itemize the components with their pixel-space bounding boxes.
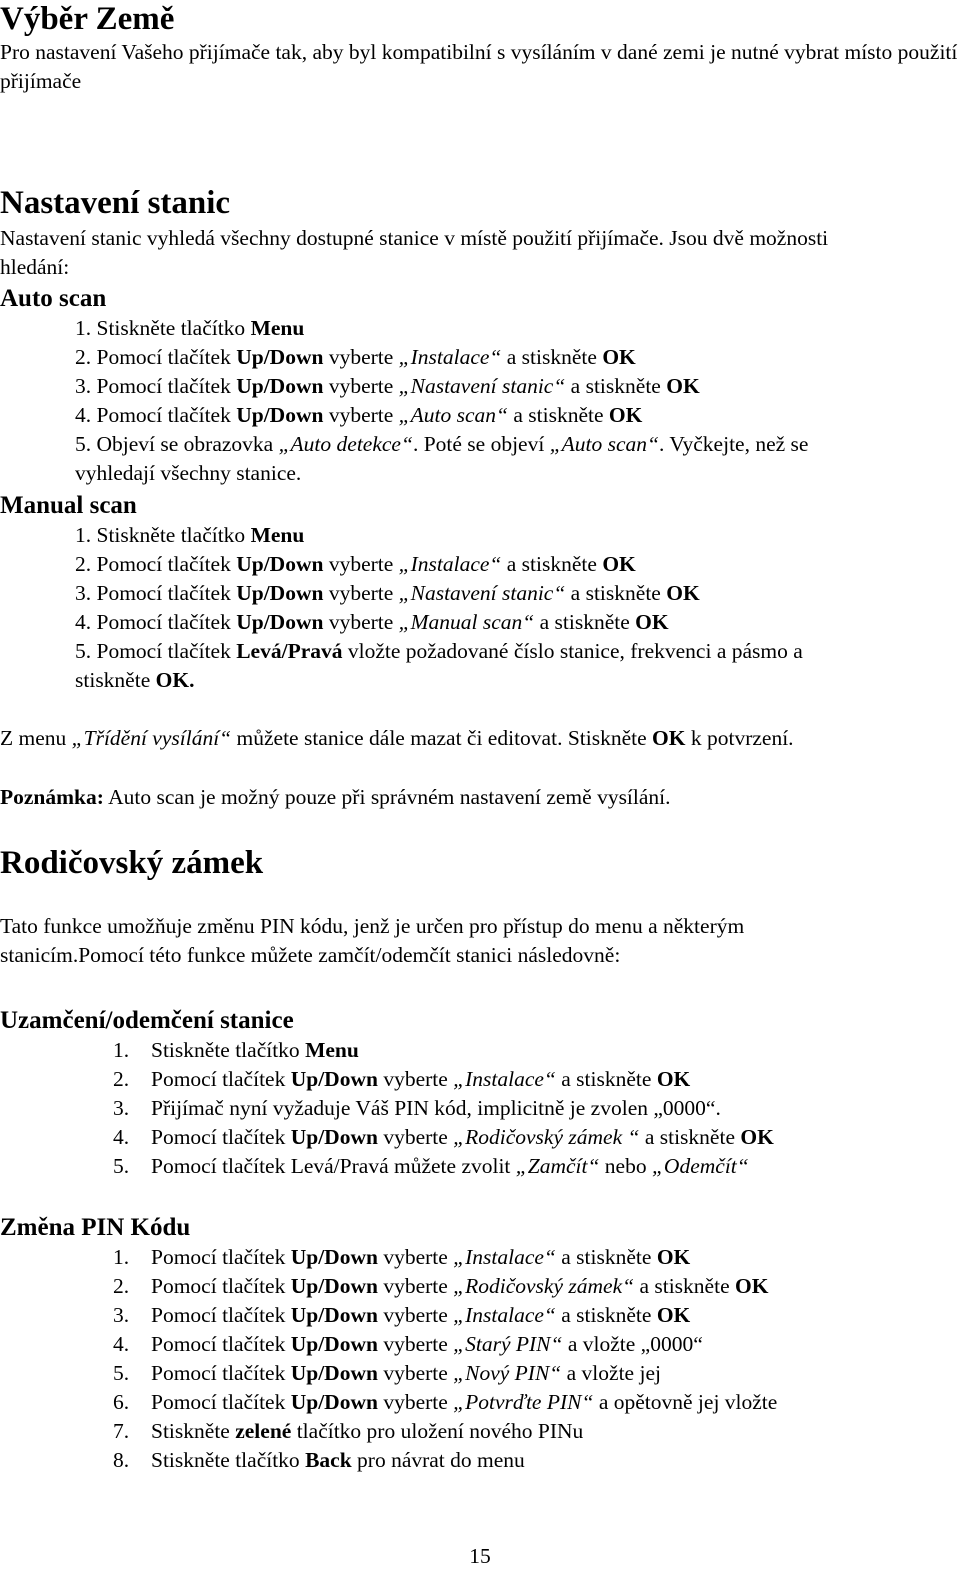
list-item: 4. Pomocí tlačítek Up/Down vyberte „Rodičovský zámek “ a stiskněte OK (113, 1125, 774, 1149)
parental-paragraph-line2: stanicím.Pomocí této funkce můžete zamčít/odemčít stanici následovně: (0, 943, 621, 967)
menu-note: Z menu „Třídění vysílání“ můžete stanice dále mazat či editovat. Stiskněte OK k potvrzení. (0, 726, 794, 750)
list-item: 1. Stiskněte tlačítko Menu (75, 316, 305, 340)
list-item: 4. Pomocí tlačítek Up/Down vyberte „Auto scan“ a stiskněte OK (75, 403, 643, 427)
list-item: 2. Pomocí tlačítek Up/Down vyberte „Instalace“ a stiskněte OK (75, 552, 636, 576)
list-item: 5. Objeví se obrazovka „Auto detekce“. Poté se objeví „Auto scan“. Vyčkejte, než se (75, 432, 809, 456)
list-item: 3. Pomocí tlačítek Up/Down vyberte „Nastavení stanic“ a stiskněte OK (75, 581, 700, 605)
list-item: 1. Stiskněte tlačítko Menu (75, 523, 305, 547)
parental-paragraph-line1: Tato funkce umožňuje změnu PIN kódu, jenž je určen pro přístup do menu a některým (0, 914, 745, 938)
list-item: 5. Pomocí tlačítek Levá/Pravá můžete zvolit „Zamčít“ nebo „Odemčít“ (113, 1154, 749, 1178)
list-item: 2. Pomocí tlačítek Up/Down vyberte „Instalace“ a stiskněte OK (75, 345, 636, 369)
channels-paragraph: Nastavení stanic vyhledá všechny dostupné stanice v místě použití přijímače. Jsou dvě možnosti hledání: (0, 226, 829, 279)
list-item: 4. Pomocí tlačítek Up/Down vyberte „Starý PIN“ a vložte „0000“ (113, 1332, 703, 1356)
auto-scan-title: Auto scan (0, 285, 107, 312)
list-item: 6. Pomocí tlačítek Up/Down vyberte „Potvrďte PIN“ a opětovně jej vložte (113, 1390, 778, 1414)
country-paragraph: Pro nastavení Vašeho přijímače tak, aby byl kompatibilní s vysíláním v dané zemi je nutné vybrat místo použití přijímače (0, 40, 958, 93)
section-title-country: Výběr Země (0, 1, 175, 37)
list-item: 8. Stiskněte tlačítko Back pro návrat do menu (113, 1448, 525, 1472)
list-item: 1. Pomocí tlačítek Up/Down vyberte „Instalace“ a stiskněte OK (113, 1245, 691, 1269)
list-item: 4. Pomocí tlačítek Up/Down vyberte „Manual scan“ a stiskněte OK (75, 610, 669, 634)
list-item: 3. Přijímač nyní vyžaduje Váš PIN kód, implicitně je zvolen „0000“. (113, 1096, 721, 1120)
list-item: 2. Pomocí tlačítek Up/Down vyberte „Instalace“ a stiskněte OK (113, 1067, 691, 1091)
list-item-continuation: stiskněte OK. (75, 668, 195, 692)
note: Poznámka: Auto scan je možný pouze při správném nastavení země vysílání. (0, 785, 671, 809)
list-item-continuation: vyhledají všechny stanice. (75, 461, 302, 485)
manual-scan-title: Manual scan (0, 492, 137, 519)
list-item: 1. Stiskněte tlačítko Menu (113, 1038, 359, 1062)
list-item: 3. Pomocí tlačítek Up/Down vyberte „Nastavení stanic“ a stiskněte OK (75, 374, 700, 398)
list-item: 5. Pomocí tlačítek Levá/Pravá vložte požadované číslo stanice, frekvenci a pásmo a (75, 639, 803, 663)
list-item: 7. Stiskněte zelené tlačítko pro uložení nového PINu (113, 1419, 584, 1443)
list-item: 2. Pomocí tlačítek Up/Down vyberte „Rodičovský zámek“ a stiskněte OK (113, 1274, 769, 1298)
page-number: 15 (469, 1544, 491, 1568)
section-title-parental-lock: Rodičovský zámek (0, 845, 264, 881)
section-title-channels: Nastavení stanic (0, 185, 231, 221)
lock-unlock-title: Uzamčení/odemčení stanice (0, 1007, 294, 1034)
pin-change-title: Změna PIN Kódu (0, 1214, 191, 1241)
list-item: 5. Pomocí tlačítek Up/Down vyberte „Nový PIN“ a vložte jej (113, 1361, 661, 1385)
list-item: 3. Pomocí tlačítek Up/Down vyberte „Instalace“ a stiskněte OK (113, 1303, 691, 1327)
